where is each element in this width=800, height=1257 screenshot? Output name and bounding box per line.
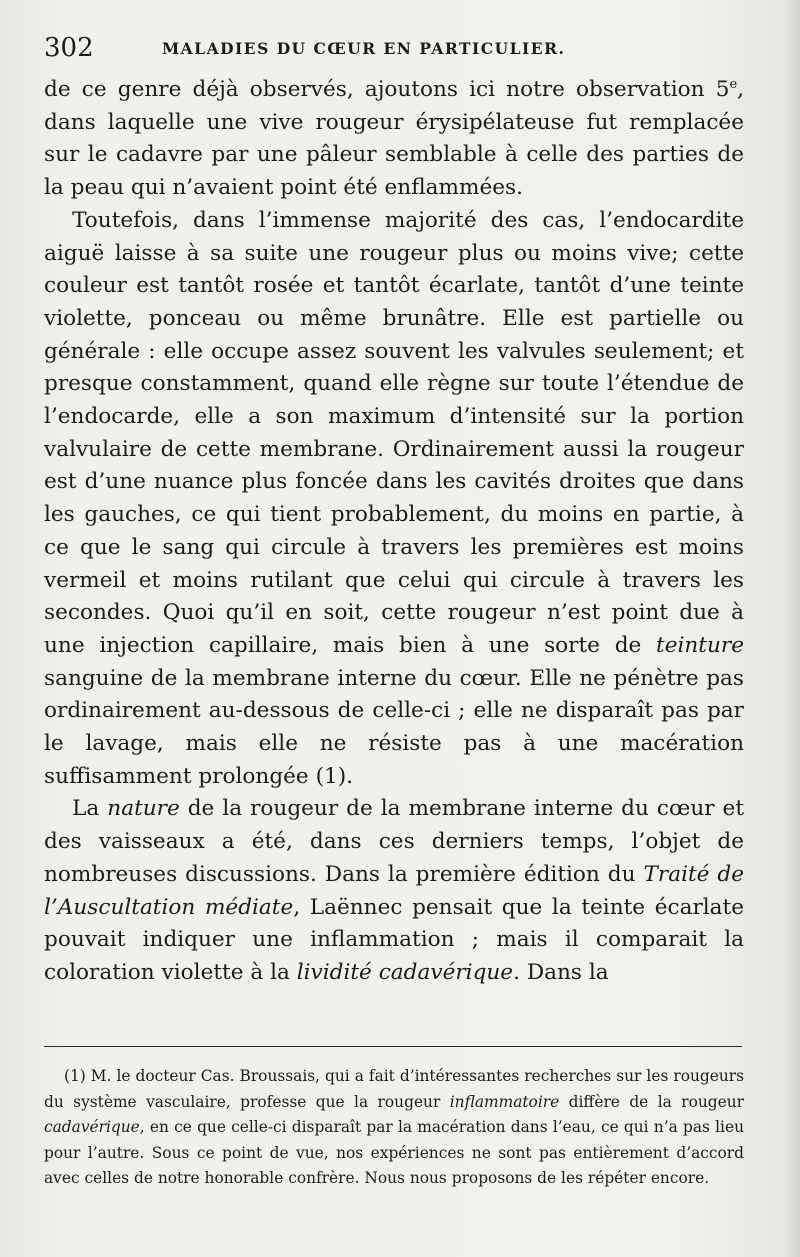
text-segment: , en ce que celle-ci disparaît par la macération dans l’eau, ce qui n’a pas lieu pour l’autre. Sous ce point de vue, nos expériences ne sont pas entièrement d’accord avec celles de notre honorable confrère. Nous nous proposons de les répéter encore. xyxy=(44,1118,744,1188)
page-gutter-shadow xyxy=(786,0,800,1257)
text-segment: , dans laquelle une vive rougeur érysipélateuse fut remplacée sur le cadavre par une pâleur semblable à celle des parties de la peau qui n’avaient point été enflammées. xyxy=(44,77,744,201)
footnote xyxy=(44,1064,744,1192)
italic-book-title: Traité de l’Auscultation médiate xyxy=(44,861,744,920)
italic-term: teinture xyxy=(656,632,744,658)
text-segment: , Laënnec pensait que la teinte écarlate pouvait indiquer une inflammation ; mais il comparait la coloration violette à la xyxy=(44,894,744,985)
body-text xyxy=(44,74,744,990)
paragraph-1 xyxy=(44,74,744,205)
italic-term: cadavérique xyxy=(44,1118,140,1137)
superscript: e xyxy=(729,76,738,92)
italic-term: nature xyxy=(107,796,180,822)
text-segment: de ce genre déjà observés, ajoutons ici notre observation 5 xyxy=(44,77,730,102)
page-header xyxy=(44,30,744,66)
text-segment: de la rougeur de la membrane interne du cœur et des vaisseaux a été, dans ces derniers temps, l’objet de nombreuses discussions. Dans la première édition du xyxy=(44,796,745,887)
italic-term: lividité cadavérique xyxy=(296,959,514,985)
text-segment: (1) M. le docteur Cas. Broussais, qui a fait d’intéressantes recherches sur les rougeurs du système vasculaire, professe que la rougeur xyxy=(44,1067,744,1111)
text-segment: La xyxy=(72,796,108,822)
text-segment: . Dans la xyxy=(513,959,609,985)
text-segment: diffère de la rougeur xyxy=(559,1092,744,1111)
italic-term: inflammatoire xyxy=(449,1092,560,1111)
text-segment: Toutefois, dans l’immense majorité des cas, l’endocardite aiguë laisse à sa suite une rougeur plus ou moins vive; cette couleur est tantôt rosée et tantôt écarlate, tantôt d’une teinte violette, ponceau ou même brunâtre. Elle est partielle ou générale : elle occupe assez souvent les valvules seulement; et presque constamment, quand elle règne sur toute l’étendue de l’endocarde, elle a son maximum d’intensité sur la portion valvulaire de cette membrane. Ordinairement aussi la rougeur est d’une nuance plus foncée dans les cavités droites que dans les gauches, ce qui tient probablement, du moins en partie, à ce que le sang qui circule à travers les premières est moins vermeil et moins rutilant que celui qui circule à travers les secondes. Quoi qu’il en soit, cette rougeur n’est point due à une injection capillaire, mais bien à une sorte de xyxy=(44,207,744,658)
paragraph-3 xyxy=(44,793,744,989)
text-segment: sanguine de la membrane interne du cœur. Elle ne pénètre pas ordinairement au-dessous de celle-ci ; elle ne disparaît pas par le lavage, mais elle ne résiste pas à une macération suffisamment prolongée (1). xyxy=(44,665,744,789)
running-title: MALADIES DU CŒUR EN PARTICULIER. xyxy=(162,39,566,58)
footnote-divider xyxy=(44,1046,742,1047)
page-number: 302 xyxy=(44,33,94,63)
paragraph-2 xyxy=(44,205,744,794)
